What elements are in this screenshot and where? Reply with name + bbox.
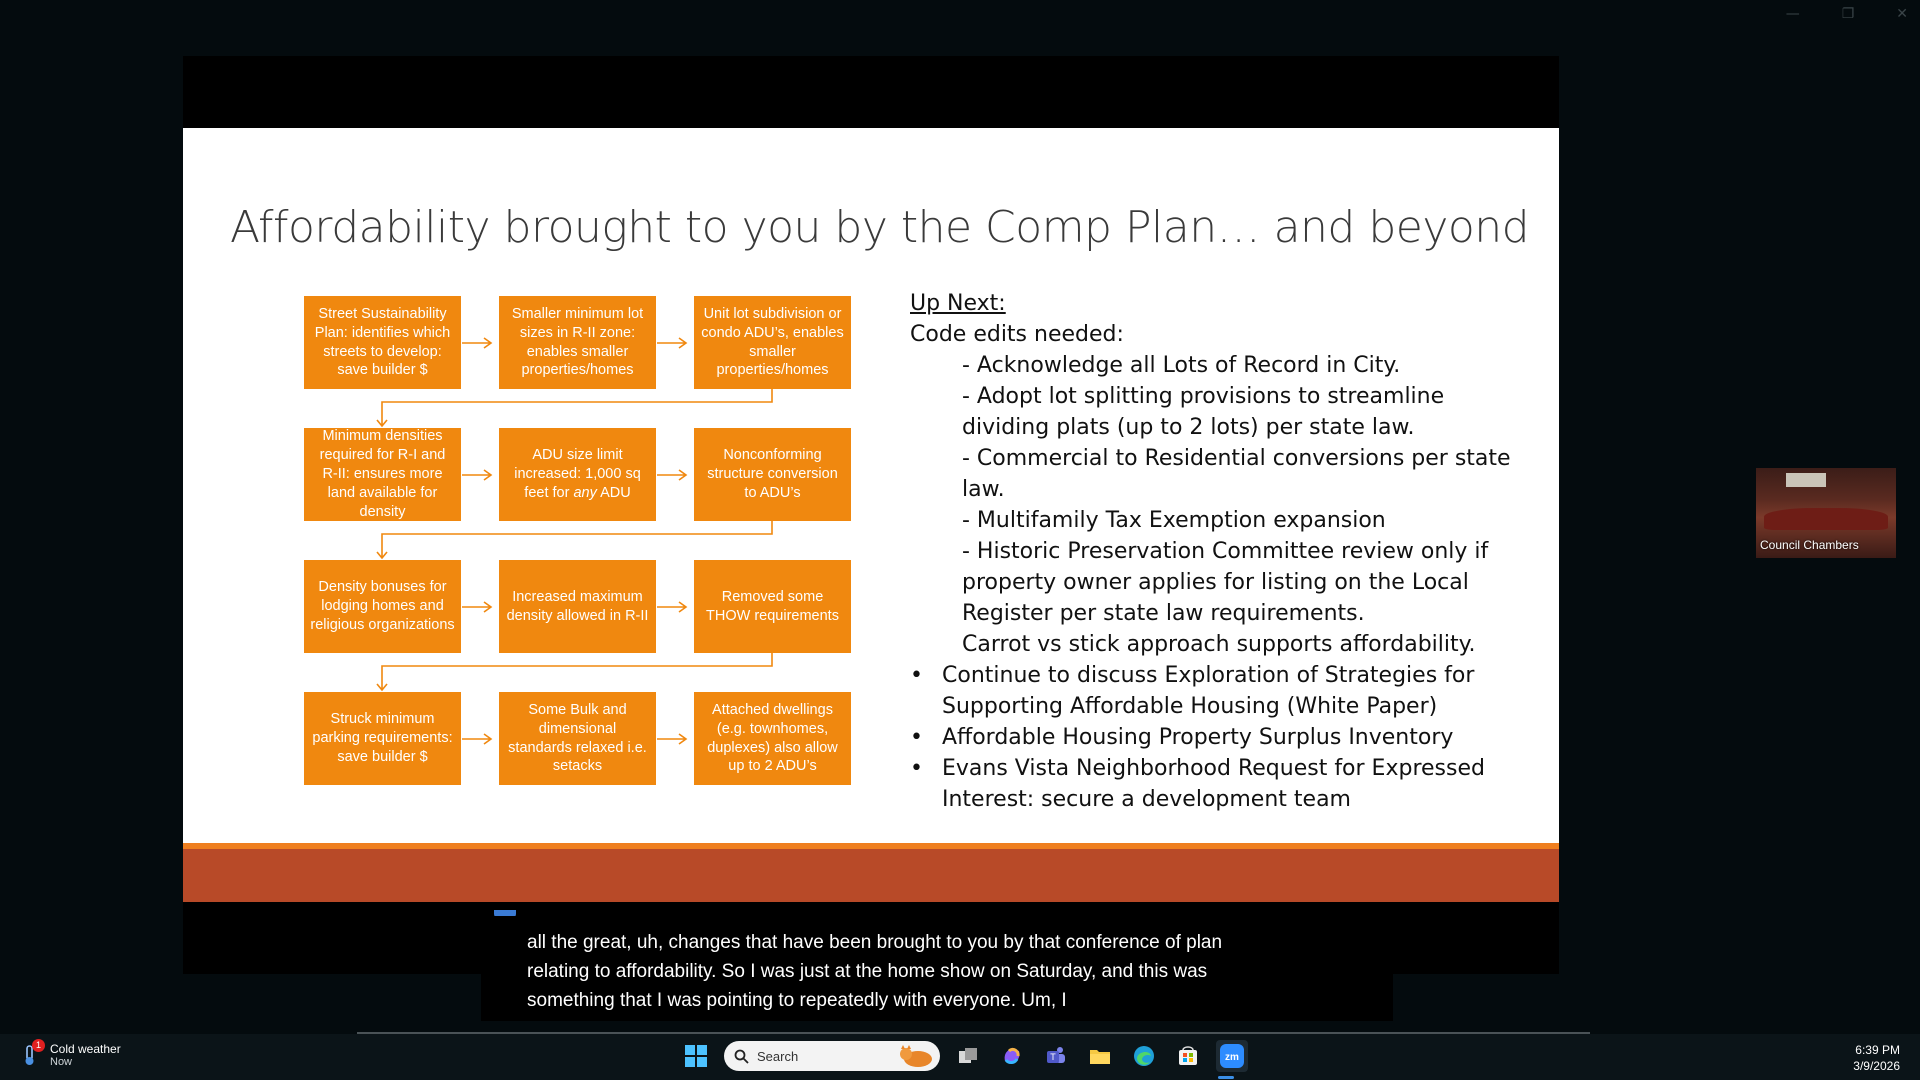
active-app-indicator (1218, 1076, 1234, 1079)
flow-box: Struck minimum parking requirements: save builder $ (304, 692, 461, 785)
row-connector-arrow (373, 521, 785, 561)
slide-title: Affordability brought to you by the Comp Plan… and beyond (230, 202, 1530, 253)
caption-line: all the great, uh, changes that have been brought to you by that conference of plan (527, 932, 1223, 953)
presentation-slide (183, 128, 1559, 902)
flow-box: Street Sustainability Plan: identifies which streets to develop: save builder $ (304, 296, 461, 389)
up-next-bullet: • Evans Vista Neighborhood Request for Expressed Interest: secure a development team (910, 753, 1530, 815)
row-connector-arrow (373, 389, 785, 429)
code-edits-label: Code edits needed: (910, 322, 1124, 347)
task-view-icon[interactable] (952, 1040, 984, 1072)
teams-icon[interactable] (1040, 1040, 1072, 1072)
store-icon[interactable] (1172, 1040, 1204, 1072)
close-icon[interactable]: ✕ (1896, 6, 1908, 22)
svg-text:zm: zm (1225, 1052, 1239, 1063)
caption-line: relating to affordability. So I was just at the home show on Saturday, and this was (527, 961, 1208, 982)
window-controls (1786, 6, 1908, 22)
svg-text:T: T (1050, 1052, 1056, 1062)
arrow-right-icon (657, 468, 689, 482)
search-placeholder: Search (757, 1048, 799, 1064)
restore-icon[interactable]: ❐ (1841, 6, 1855, 22)
search-icon (734, 1049, 749, 1064)
arrow-right-icon (462, 600, 494, 614)
weather-icon (18, 1040, 42, 1067)
notification-badge: 1 (32, 1039, 45, 1052)
arrow-right-icon (462, 732, 494, 746)
flow-box: Attached dwellings (e.g. townhomes, duplexes) also allow up to 2 ADU’s (694, 692, 851, 785)
slide-footer-band (183, 849, 1559, 902)
weather-widget[interactable] (18, 1042, 121, 1068)
caption-line: something that I was pointing to repeatedly with everyone. Um, I (527, 990, 1067, 1011)
up-next-heading: Up Next: (910, 291, 1006, 316)
flow-box: Unit lot subdivision or condo ADU’s, enables smaller properties/homes (694, 296, 851, 389)
code-edit-item: - Historic Preservation Committee review only if property owner applies for listing on the Local Register per state law requirements. (962, 539, 1489, 626)
taskbar-search[interactable] (724, 1041, 940, 1071)
arrow-right-icon (462, 336, 494, 350)
row-connector-arrow (373, 653, 785, 693)
code-edit-item: Carrot vs stick approach supports affordability. (962, 632, 1476, 657)
up-next-bullet: • Affordable Housing Property Surplus Inventory (910, 722, 1530, 753)
copilot-icon[interactable] (996, 1040, 1028, 1072)
flow-box: Increased maximum density allowed in R-II (499, 560, 656, 653)
taskbar-apps (680, 1040, 1248, 1072)
participant-video-thumbnail[interactable] (1756, 468, 1896, 558)
code-edit-item: - Acknowledge all Lots of Record in City. (962, 353, 1401, 378)
live-captions (481, 916, 1393, 1021)
flow-box: Smaller minimum lot sizes in R-II zone: enables smaller properties/homes (499, 296, 656, 389)
participant-name: Council Chambers (1760, 538, 1859, 552)
zoom-icon[interactable] (1216, 1040, 1248, 1072)
arrow-right-icon (657, 600, 689, 614)
flow-box: Nonconforming structure conversion to ADU’s (694, 428, 851, 521)
flow-box: Some Bulk and dimensional standards relaxed i.e. setacks (499, 692, 656, 785)
system-clock[interactable] (1853, 1042, 1900, 1074)
flow-box: Density bonuses for lodging homes and religious organizations (304, 560, 461, 653)
flow-box: Removed some THOW requirements (694, 560, 851, 653)
up-next-panel (910, 288, 1530, 815)
file-explorer-icon[interactable] (1084, 1040, 1116, 1072)
windows-start-icon[interactable] (680, 1040, 712, 1072)
code-edit-item: - Adopt lot splitting provisions to streamline dividing plats (up to 2 lots) per state law. (962, 384, 1445, 440)
flow-box-text: ADU size limit increased: 1,000 sq feet for any ADU (514, 447, 641, 501)
weather-subtitle: Now (50, 1056, 73, 1068)
flow-box (499, 428, 656, 521)
weather-title: Cold weather (50, 1042, 121, 1056)
chamber-screen (1786, 473, 1826, 487)
code-edit-item: - Multifamily Tax Exemption expansion (962, 508, 1386, 533)
council-dais (1764, 508, 1888, 530)
clock-date: 3/9/2026 (1853, 1059, 1900, 1073)
code-edit-item: - Commercial to Residential conversions per state law. (962, 446, 1511, 502)
edge-icon[interactable] (1128, 1040, 1160, 1072)
minimize-icon[interactable]: — (1785, 6, 1800, 22)
up-next-bullet: • Continue to discuss Exploration of Strategies for Supporting Affordable Housing (White Paper) (910, 660, 1530, 722)
flow-box: Minimum densities required for R-I and R-II: ensures more land available for density (304, 428, 461, 521)
taskbar (0, 1034, 1920, 1080)
arrow-right-icon (657, 336, 689, 350)
arrow-right-icon (462, 468, 494, 482)
fox-illustration-icon (896, 1044, 936, 1068)
clock-time: 6:39 PM (1855, 1043, 1900, 1057)
arrow-right-icon (657, 732, 689, 746)
